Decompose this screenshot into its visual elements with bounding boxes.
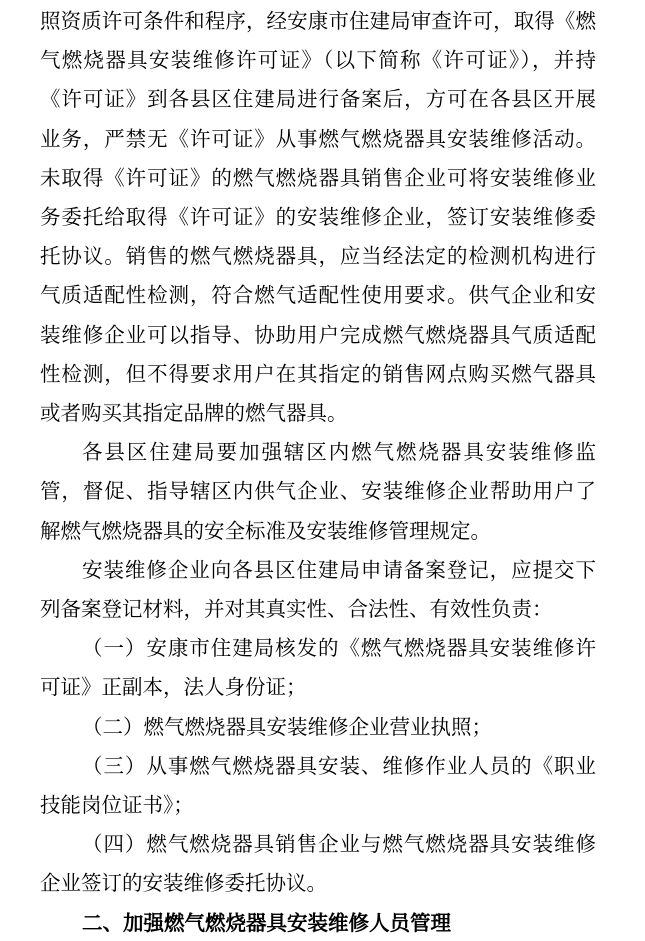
text-line: 未取得《许可证》的燃气燃烧器具销售企业可将安装维修业	[40, 165, 596, 190]
text-line: 各县区住建局要加强辖区内燃气燃烧器具安装维修监	[82, 440, 596, 465]
list-item-line: （四）燃气燃烧器具销售企业与燃气燃烧器具安装维修	[82, 832, 596, 857]
text-line: 列备案登记材料，并对其真实性、合法性、有效性负责：	[40, 597, 553, 621]
text-line: 装维修企业可以指导、协助用户完成燃气燃烧器具气质适配	[40, 322, 596, 347]
text-line: 气质适配性检测，符合燃气适配性使用要求。供气企业和安	[40, 283, 596, 308]
text-line: 气燃烧器具安装维修许可证》（以下简称《许可证》），并持	[40, 48, 596, 73]
text-line: 或者购买其指定品牌的燃气器具。	[40, 401, 348, 425]
text-line: 照资质许可条件和程序，经安康市住建局审查许可，取得《燃	[40, 9, 596, 33]
text-line: 安装维修企业向各县区住建局申请备案登记，应提交下	[82, 557, 596, 582]
list-item-line: （三）从事燃气燃烧器具安装、维修作业人员的《职业	[82, 753, 596, 778]
text-line: 《许可证》到各县区住建局进行备案后，方可在各县区开展	[40, 87, 596, 112]
list-item-line: 可证》正副本，法人身份证；	[40, 675, 307, 700]
list-item-line: （二）燃气燃烧器具安装维修企业营业执照；	[82, 714, 492, 739]
text-line: 业务，严禁无《许可证》从事燃气燃烧器具安装维修活动。	[40, 126, 596, 151]
text-line: 务委托给取得《许可证》的安装维修企业，签订安装维修委	[40, 205, 596, 229]
text-line: 托协议。销售的燃气燃烧器具，应当经法定的检测机构进行	[40, 244, 596, 269]
list-item-line: 技能岗位证书》；	[40, 793, 194, 817]
list-item-line: （一）安康市住建局核发的《燃气燃烧器具安装维修许	[82, 636, 596, 661]
text-line: 性检测，但不得要求用户在其指定的销售网点购买燃气器具	[40, 361, 596, 386]
list-item-line: 企业签订的安装维修委托协议。	[40, 871, 327, 896]
section-heading: 二、加强燃气燃烧器具安装维修人员管理	[82, 910, 451, 935]
text-line: 管，督促、指导辖区内供气企业、安装维修企业帮助用户了	[40, 479, 596, 504]
text-line: 解燃气燃烧器具的安全标准及安装维修管理规定。	[40, 518, 491, 543]
